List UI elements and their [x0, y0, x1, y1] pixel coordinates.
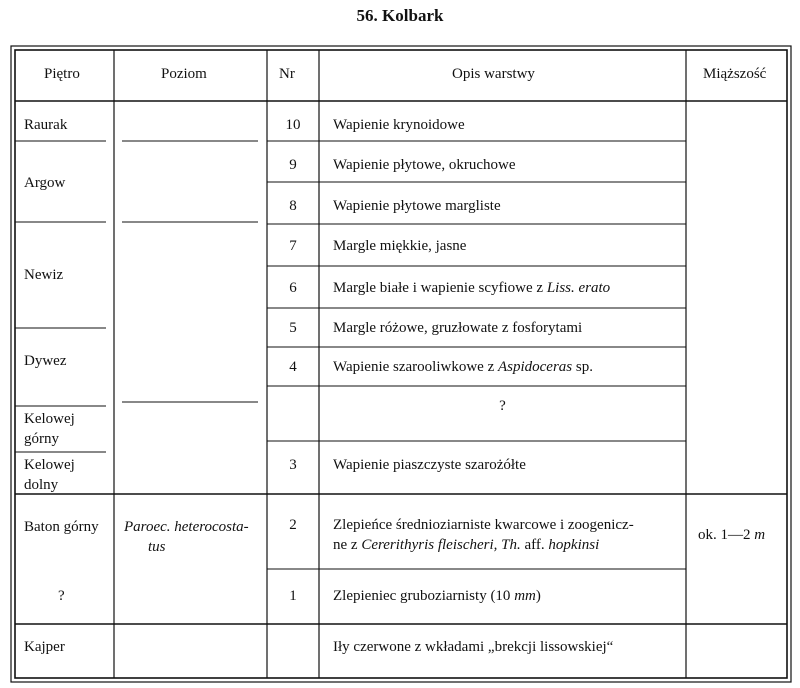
layer-desc-4-suffix: sp.: [572, 359, 593, 375]
thickness-unit: m: [754, 527, 766, 543]
layer-desc-5: Margle różowe, gruzłowate z fosforytami: [333, 320, 583, 336]
poziom-name-line1: [124, 518, 249, 536]
layer-number-6: 6: [289, 280, 297, 296]
layer-number-2: 2: [289, 517, 297, 533]
thickness-number: ok. 1—2: [698, 527, 755, 543]
layer-number-9: 9: [289, 157, 297, 173]
header-pietro: Piętro: [44, 66, 80, 82]
header-miazszosc: Miąższość: [703, 66, 767, 82]
layer-desc-6-text: Margle białe i wapienie scyfiowe z: [333, 280, 547, 296]
poziom-name-line2: [148, 538, 166, 556]
layer-desc-3: Wapienie piaszczyste szarożółte: [333, 457, 526, 473]
page-title: 56. Kolbark: [356, 6, 444, 25]
layer-number-8: 8: [289, 198, 297, 214]
layer-desc-1-close: ): [535, 588, 541, 604]
layer-number-7: 7: [289, 238, 297, 254]
stage-dywez: Dywez: [24, 353, 67, 369]
stage-kelowej-gorny-1: Kelowej: [24, 411, 75, 427]
layer-desc-4-text: Wapienie szarooliwkowe z: [333, 359, 498, 375]
layer-desc-kajper: Iły czerwone z wkładami „brekcji lissowskiej“: [333, 639, 614, 655]
layer-number-4: 4: [289, 359, 297, 375]
layer-desc-8: Wapienie płytowe margliste: [333, 198, 501, 214]
stage-newiz: Newiz: [24, 267, 64, 283]
layer-desc-2-line1: Zlepieńce średnioziarniste kwarcowe i zoogenicz-: [333, 517, 634, 533]
layer-desc-unknown: ?: [499, 398, 506, 414]
stage-baton-gorny: Baton górny: [24, 519, 99, 535]
layer-number-5: 5: [289, 320, 297, 336]
layer-number-3: 3: [289, 457, 297, 473]
header-nr: Nr: [279, 66, 295, 82]
layer-desc-4: [333, 358, 593, 376]
stage-kelowej-dolny-2: dolny: [24, 477, 59, 493]
stage-unknown: ?: [58, 588, 65, 604]
layer-desc-2-taxon-2: hopkinsi: [548, 537, 600, 553]
poziom-name-italic-1: Paroec. heterocosta-: [124, 519, 249, 535]
header-poziom: Poziom: [161, 66, 207, 82]
stage-kelowej-gorny-2: górny: [24, 431, 59, 447]
layer-desc-1-unit: mm: [514, 588, 536, 604]
layer-desc-2-taxon: Cererithyris fleischeri, Th.: [361, 537, 521, 553]
layer-desc-1-text: Zlepieniec gruboziarnisty (10: [333, 588, 515, 604]
layer-desc-2-aff: aff.: [520, 537, 549, 553]
poziom-name-italic-2: tus: [148, 539, 166, 555]
layer-number-1: 1: [289, 588, 297, 604]
layer-desc-1: [333, 587, 541, 605]
layer-desc-10: Wapienie krynoidowe: [333, 117, 465, 133]
layer-desc-7: Margle miękkie, jasne: [333, 238, 467, 254]
stage-argow: Argow: [24, 175, 66, 191]
thickness-value: [698, 526, 765, 544]
layer-desc-9: Wapienie płytowe, okruchowe: [333, 157, 516, 173]
layer-desc-6-taxon: Liss. erato: [546, 280, 611, 296]
stage-kajper: Kajper: [24, 639, 65, 655]
layer-desc-6: [333, 279, 610, 297]
layer-desc-2-line2: [333, 536, 599, 554]
layer-desc-2-prefix: ne z: [333, 537, 362, 553]
header-opis: Opis warstwy: [452, 66, 535, 82]
stage-kelowej-dolny-1: Kelowej: [24, 457, 75, 473]
layer-desc-4-taxon: Aspidoceras: [497, 359, 573, 375]
stage-raurak: Raurak: [24, 117, 68, 133]
layer-number-10: 10: [285, 117, 301, 133]
